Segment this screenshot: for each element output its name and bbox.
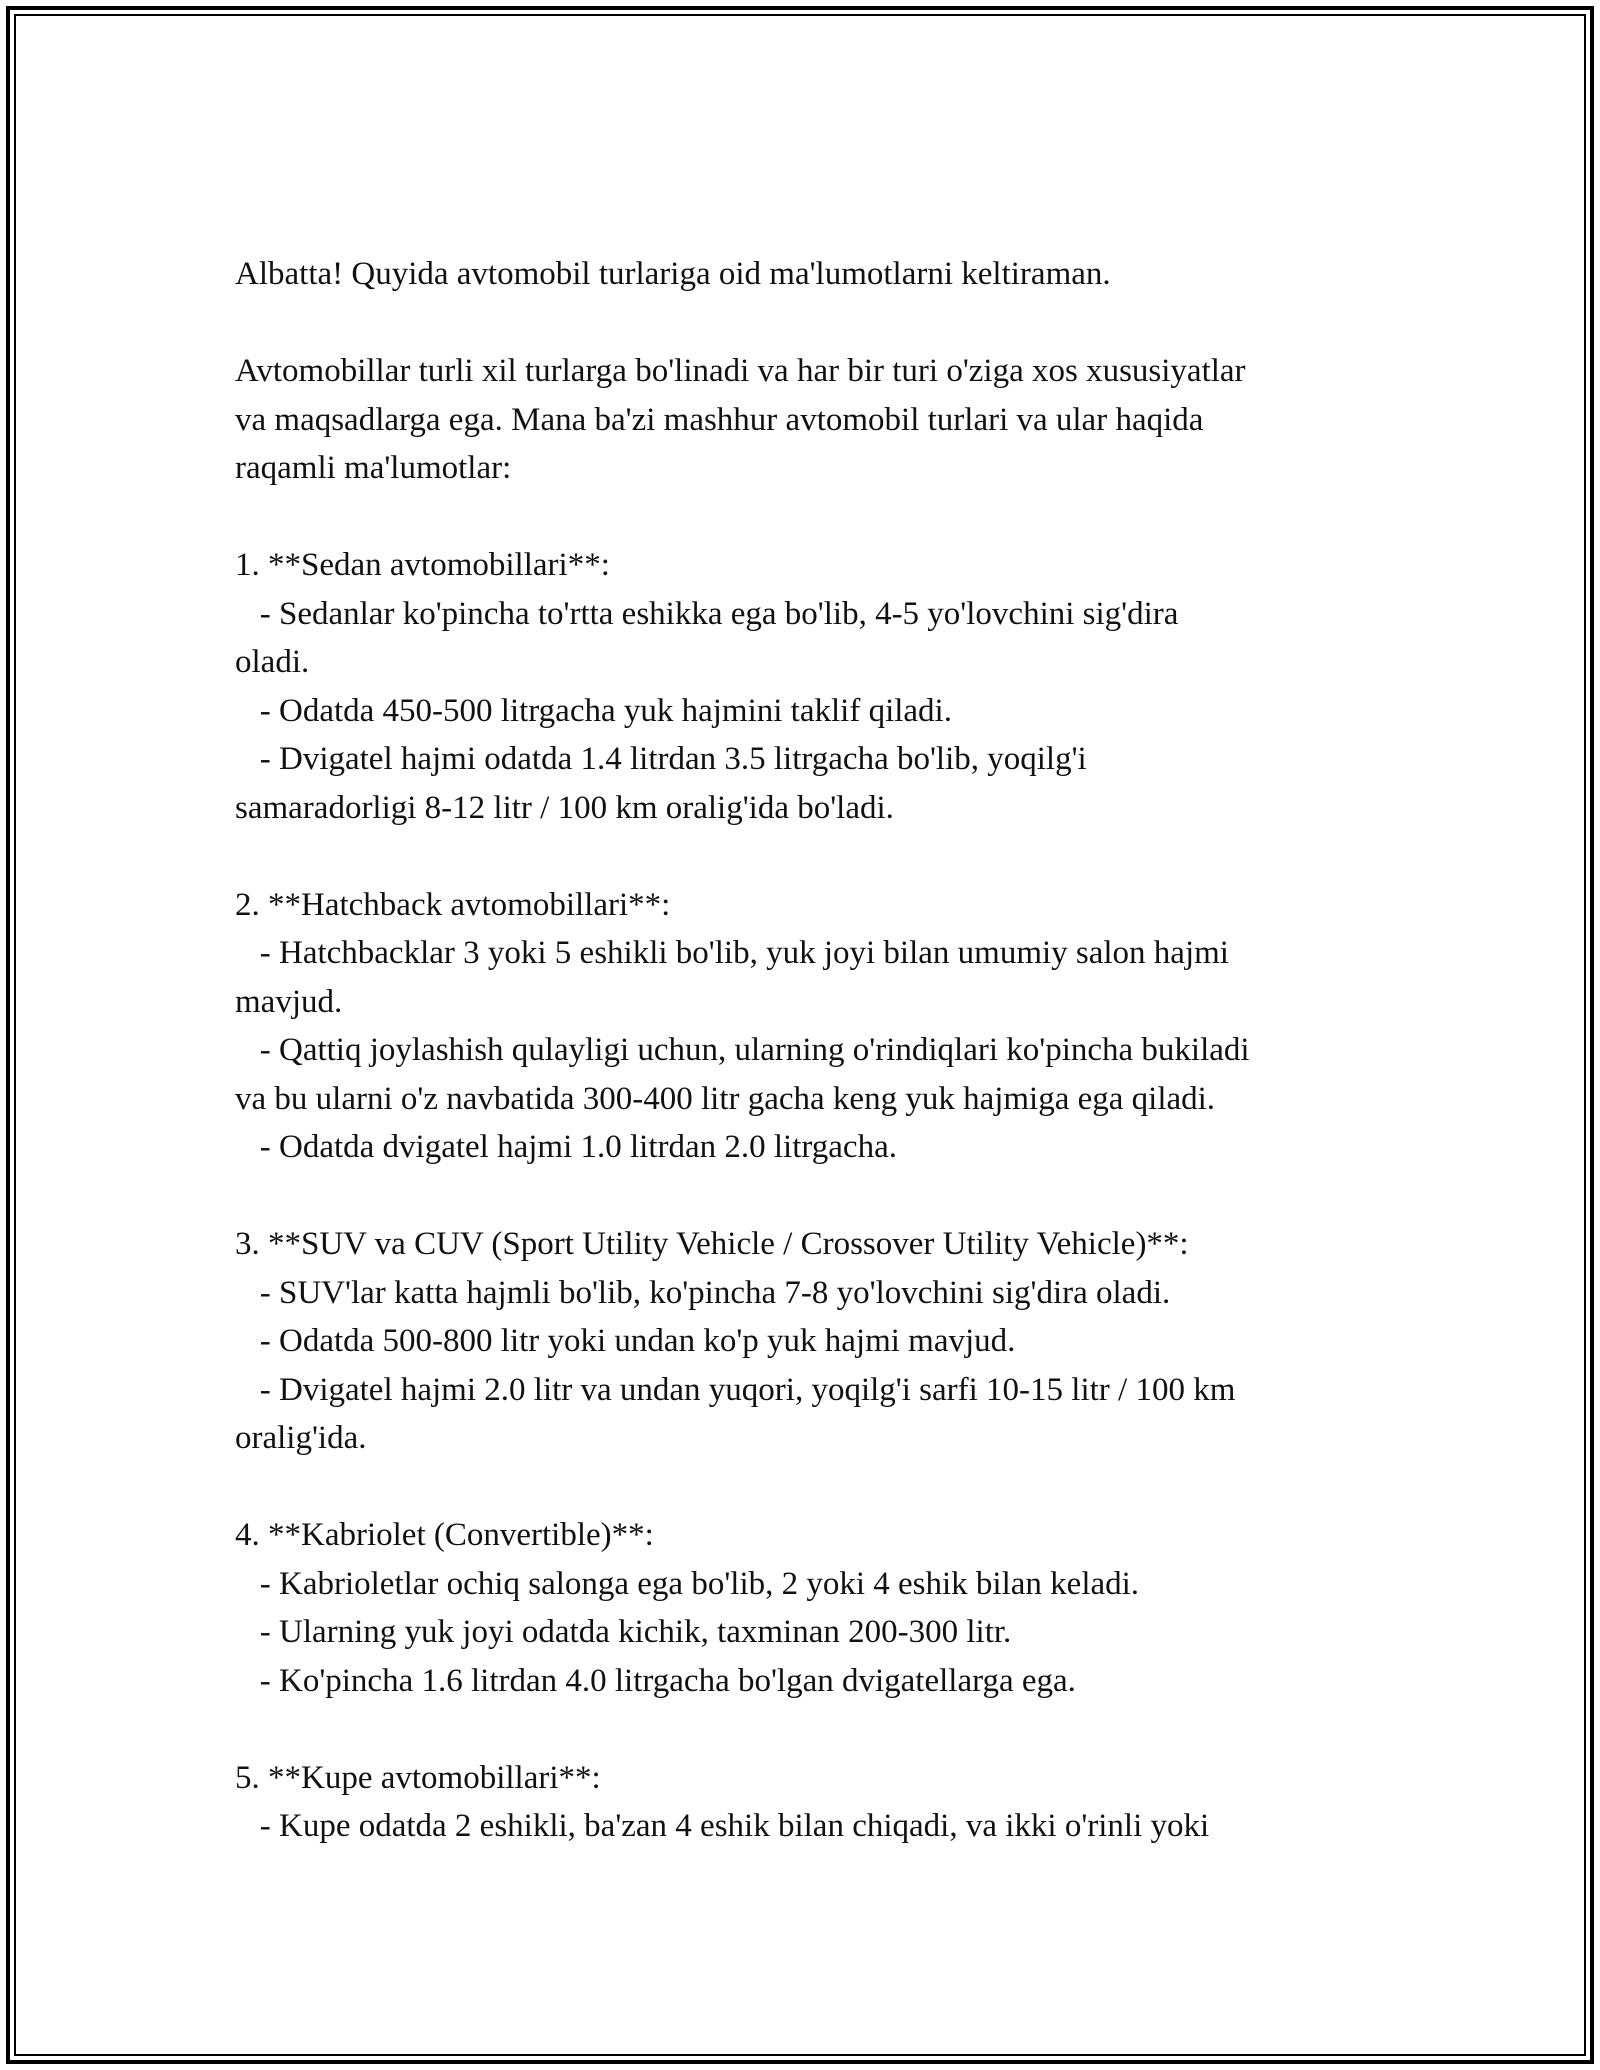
paragraph-line: Avtomobillar turli xil turlarga bo'linadi va har bir turi o'ziga xos xususiyatlar xyxy=(235,353,1246,389)
section-heading-coupe: 5. **Kupe avtomobillari**: xyxy=(235,1759,601,1796)
spacer xyxy=(235,832,1365,881)
section-line: oralig'ida. xyxy=(235,1420,367,1456)
section-line: oladi. xyxy=(235,644,310,680)
section-line: - Dvigatel hajmi 2.0 litr va undan yuqori, yoqilg'i sarfi 10-15 litr / 100 km xyxy=(235,1371,1236,1408)
section-line: - Odatda 500-800 litr yoki undan ko'p yuk hajmi mavjud. xyxy=(235,1323,1016,1359)
section-line: va bu ularni o'z navbatida 300-400 litr gacha keng yuk hajmiga ega qiladi. xyxy=(235,1080,1216,1117)
section-line: - Ko'pincha 1.6 litrdan 4.0 litrgacha bo'lgan dvigatellarga ega. xyxy=(235,1662,1076,1699)
paragraph-line: va maqsadlarga ega. Mana ba'zi mashhur avtomobil turlari va ular haqida xyxy=(235,401,1204,438)
spacer xyxy=(235,493,1365,542)
section-line: mavjud. xyxy=(235,983,343,1020)
paragraph-line: raqamli ma'lumotlar: xyxy=(235,450,512,486)
section-heading-convertible: 4. **Kabriolet (Convertible)**: xyxy=(235,1517,654,1553)
intro-line: Albatta! Quyida avtomobil turlariga oid ma'lumotlarni keltiraman. xyxy=(235,256,1111,292)
section-heading-suv: 3. **SUV va CUV (Sport Utility Vehicle / Crossover Utility Vehicle)**: xyxy=(235,1226,1189,1262)
section-line: - Qattiq joylashish qulayligi uchun, ularning o'rindiqlari ko'pincha bukiladi xyxy=(235,1032,1250,1068)
section-line: - Sedanlar ko'pincha to'rtta eshikka ega bo'lib, 4-5 yo'lovchini sig'dira xyxy=(235,595,1179,632)
document-body xyxy=(235,250,1365,1851)
section-heading-hatchback: 2. **Hatchback avtomobillari**: xyxy=(235,886,671,923)
section-line: - Kupe odatda 2 eshikli, ba'zan 4 eshik bilan chiqadi, va ikki o'rinli yoki xyxy=(235,1808,1210,1844)
spacer xyxy=(235,1463,1365,1512)
section-line: - SUV'lar katta hajmli bo'lib, ko'pincha 7-8 yo'lovchini sig'dira oladi. xyxy=(235,1274,1171,1311)
spacer xyxy=(235,299,1365,348)
section-line: - Kabrioletlar ochiq salonga ega bo'lib, 2 yoki 4 eshik bilan keladi. xyxy=(235,1565,1140,1602)
section-line: - Hatchbacklar 3 yoki 5 eshikli bo'lib, yuk joyi bilan umumiy salon hajmi xyxy=(235,935,1229,971)
section-line: - Odatda 450-500 litrgacha yuk hajmini taklif qiladi. xyxy=(235,692,952,729)
section-heading-sedan: 1. **Sedan avtomobillari**: xyxy=(235,547,610,583)
spacer xyxy=(235,1172,1365,1221)
spacer xyxy=(235,1705,1365,1754)
section-line: - Ularning yuk joyi odatda kichik, taxminan 200-300 litr. xyxy=(235,1614,1012,1650)
section-line: - Dvigatel hajmi odatda 1.4 litrdan 3.5 litrgacha bo'lib, yoqilg'i xyxy=(235,741,1087,777)
section-line: - Odatda dvigatel hajmi 1.0 litrdan 2.0 litrgacha. xyxy=(235,1129,897,1165)
section-line: samaradorligi 8-12 litr / 100 km oralig'ida bo'ladi. xyxy=(235,789,894,826)
